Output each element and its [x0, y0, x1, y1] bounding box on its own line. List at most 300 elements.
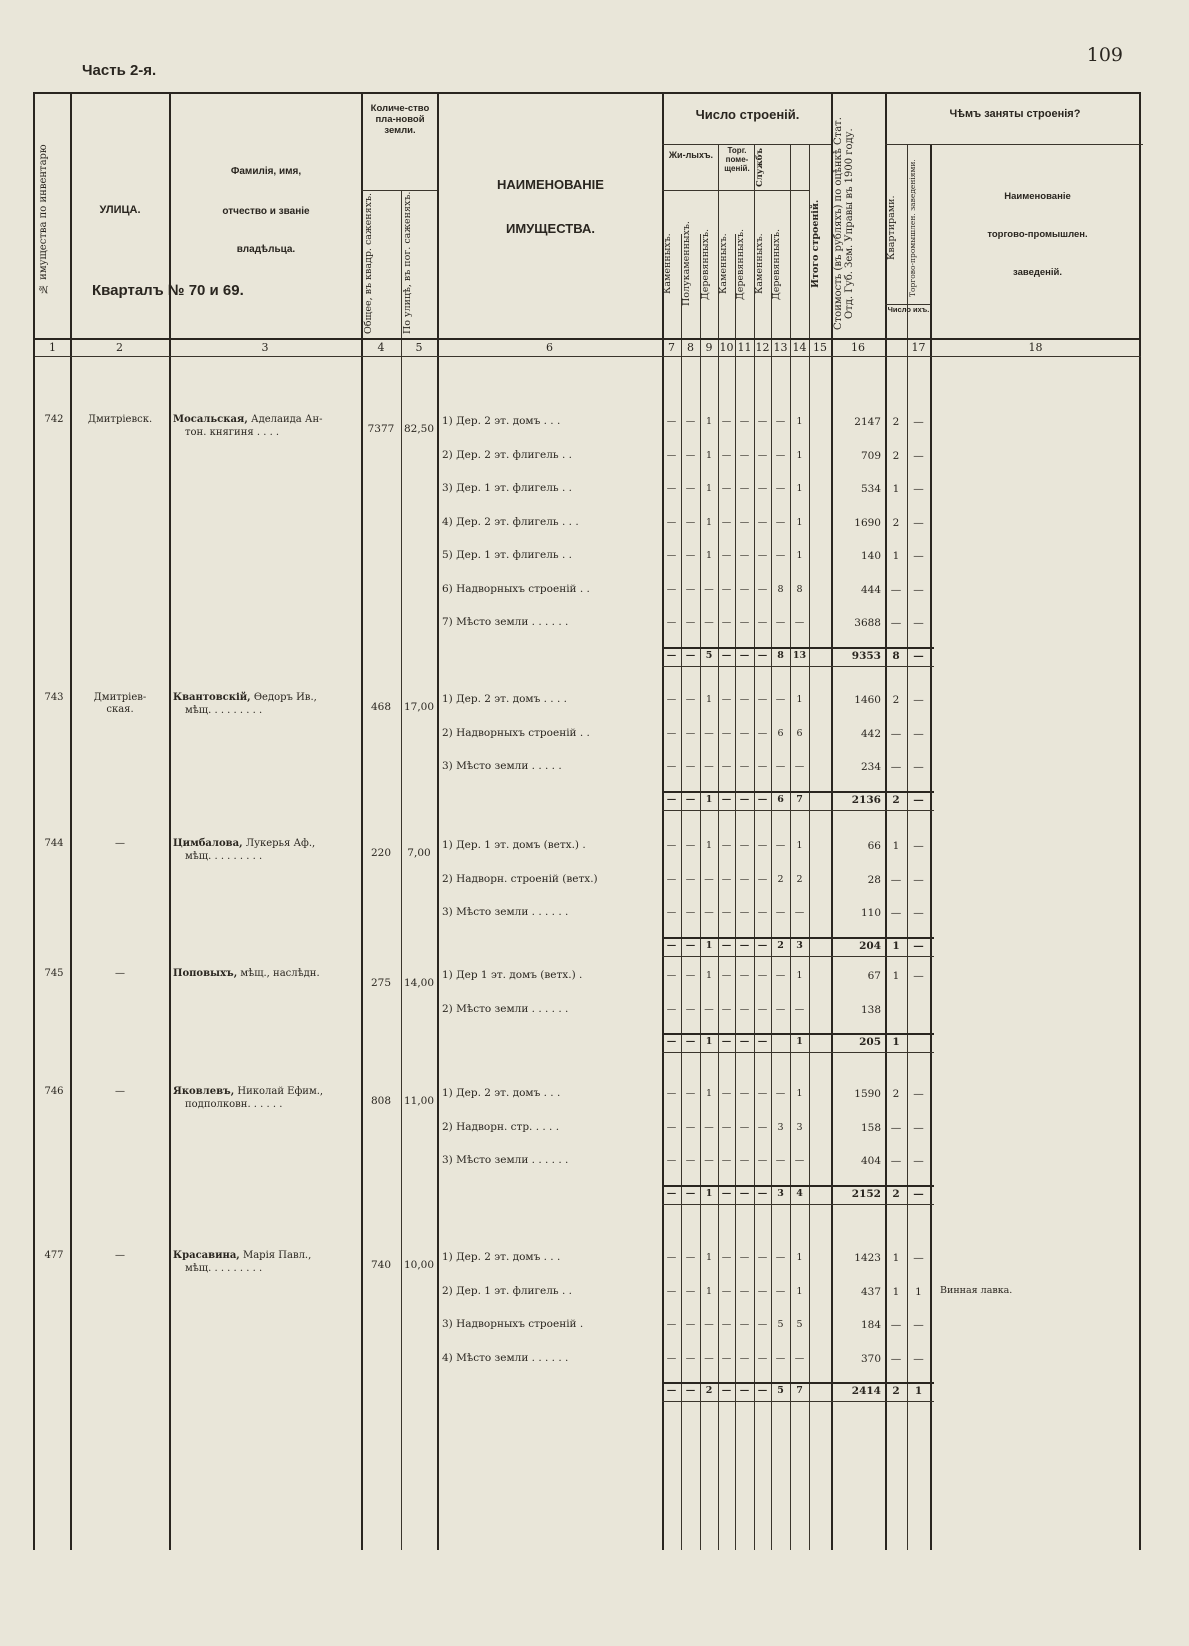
- building-count-cell: —: [685, 1319, 696, 1330]
- subtotal-count: 2: [777, 939, 784, 951]
- building-count-cell: —: [775, 761, 786, 772]
- header-valuation: Стоимость (въ рубляхъ) по оцѣнкѣ Стат. Отд. Губ. Зем. Управы въ 1900 году.: [833, 117, 855, 331]
- building-count-cell: —: [757, 1319, 768, 1330]
- header-owner-2: отчество и званіе: [222, 206, 310, 217]
- owner-name: [173, 838, 361, 849]
- owner-title: подполковн. . . . . .: [185, 1099, 283, 1110]
- building-count-cell: —: [739, 727, 750, 739]
- building-count-cell: —: [685, 1088, 696, 1099]
- owner-name: [173, 692, 361, 703]
- valuation-cell: 442: [860, 727, 881, 740]
- building-count-cell: —: [739, 1319, 750, 1330]
- valuation-cell: 110: [860, 907, 881, 919]
- apartments-cell: 1: [892, 1252, 900, 1264]
- owner-given: Лукерья Аф.,: [242, 838, 316, 849]
- property-item: 5) Дер. 1 эт. флигель . .: [442, 549, 572, 561]
- building-count-cell: —: [721, 761, 732, 772]
- header-c12: Каменныхъ.: [754, 233, 765, 295]
- building-count-cell: —: [739, 550, 750, 561]
- column-number: 13: [773, 341, 788, 354]
- subtotal-count: —: [739, 649, 750, 661]
- subtotal-apartments: 8: [892, 649, 900, 662]
- subtotal-count: 5: [705, 649, 713, 661]
- enterprises-cell: —: [913, 1121, 924, 1134]
- enterprises-cell: —: [913, 873, 924, 886]
- subtotal-apartments: 2: [892, 1385, 900, 1397]
- street-frontage: 17,00: [403, 701, 435, 713]
- building-count-cell: —: [721, 416, 732, 427]
- building-count-cell: —: [666, 483, 677, 494]
- building-count-cell: —: [721, 550, 732, 561]
- subtotal-enterprises: 1: [914, 1385, 923, 1397]
- valuation-cell: 140: [860, 550, 881, 562]
- header-owner-3: владѣльца.: [236, 244, 296, 255]
- property-item: 3) Мѣсто земли . . . . . .: [442, 1154, 569, 1166]
- building-count-cell: —: [775, 449, 786, 461]
- building-count-cell: —: [685, 840, 696, 851]
- enterprises-cell: —: [913, 1088, 924, 1100]
- property-item: 4) Мѣсто земли . . . . . .: [442, 1351, 569, 1364]
- building-count-cell: —: [775, 1088, 786, 1099]
- building-count-cell: —: [739, 1121, 750, 1133]
- valuation-cell: 1423: [854, 1252, 881, 1264]
- apartments-cell: 2: [892, 516, 900, 529]
- building-count-cell: —: [757, 840, 768, 851]
- building-count-cell: —: [666, 840, 677, 851]
- building-count-cell: 1: [705, 483, 713, 494]
- subtotal-count: —: [757, 649, 768, 661]
- inventory-number: 477: [44, 1250, 64, 1261]
- building-count-cell: —: [685, 727, 696, 739]
- header-divider: [662, 190, 809, 191]
- subtotal-count: —: [757, 793, 768, 805]
- property-item: 4) Дер. 2 эт. флигель . . .: [442, 515, 579, 528]
- building-count-cell: —: [794, 761, 805, 772]
- header-land-area: Количе-ство пла-новой земли.: [370, 103, 430, 136]
- subtotal-count: —: [721, 939, 732, 951]
- page-number: 109: [1086, 44, 1123, 66]
- header-enterprise-name-3: заведеній.: [1012, 267, 1063, 278]
- header-bottom-rule: [35, 338, 1141, 340]
- quarter-title: Кварталъ № 70 и 69.: [92, 282, 244, 299]
- inventory-number: 744: [44, 838, 64, 849]
- valuation-cell: 67: [867, 970, 881, 982]
- building-count-cell: —: [721, 907, 732, 918]
- building-count-cell: —: [757, 873, 768, 885]
- building-count-cell: —: [685, 907, 696, 918]
- building-count-cell: —: [666, 1088, 677, 1099]
- building-count-cell: —: [704, 761, 714, 772]
- building-count-cell: 8: [777, 583, 784, 595]
- subtotal-count: —: [685, 1385, 696, 1396]
- owner-title: тон. княгиня . . . .: [185, 427, 280, 438]
- building-count-cell: —: [757, 761, 768, 772]
- subtotal-count: —: [721, 793, 732, 805]
- subtotal-valuation: 2152: [851, 1187, 881, 1200]
- property-item: 2) Дер. 1 эт. флигель . .: [442, 1284, 572, 1297]
- building-count-cell: —: [721, 1319, 732, 1330]
- building-count-cell: —: [775, 907, 786, 918]
- apartments-cell: 1: [892, 970, 900, 982]
- header-enterprises: Торгово-промышлен. заведеніями.: [908, 159, 917, 297]
- building-count-cell: —: [685, 761, 696, 772]
- apartments-cell: —: [890, 727, 902, 740]
- column-number: 18: [1028, 341, 1043, 354]
- building-count-cell: —: [721, 1352, 732, 1364]
- land-area: 808: [370, 1095, 392, 1107]
- col-divider: [930, 144, 932, 1550]
- subtotal-enterprises: —: [913, 939, 924, 952]
- building-count-cell: —: [666, 1121, 677, 1133]
- owner-surname: Цимбалова,: [173, 838, 243, 849]
- building-count-cell: —: [739, 970, 750, 981]
- enterprises-cell: —: [913, 550, 924, 562]
- subtotal-apartments: 2: [892, 1187, 900, 1200]
- building-count-cell: —: [685, 873, 696, 885]
- subtotal-count: —: [666, 1187, 677, 1199]
- header-service: Службъ: [755, 148, 765, 188]
- enterprise-name: Винная лавка.: [940, 1284, 1013, 1296]
- building-count-cell: —: [757, 727, 768, 739]
- subtotal-count: —: [757, 1187, 768, 1199]
- building-count-cell: —: [721, 516, 732, 528]
- building-count-cell: —: [704, 727, 714, 739]
- subtotal-rule: [662, 666, 934, 667]
- building-count-cell: —: [757, 1252, 768, 1263]
- land-area: 275: [370, 977, 392, 989]
- apartments-cell: 2: [892, 416, 900, 428]
- building-count-cell: —: [721, 483, 732, 494]
- header-c11: Деревянныхъ.: [735, 228, 746, 300]
- subtotal-count: 1: [705, 1187, 713, 1199]
- property-item: 1) Дер. 2 эт. домъ . . .: [442, 1251, 561, 1263]
- column-number: 17: [911, 341, 926, 354]
- building-count-cell: —: [721, 1252, 732, 1263]
- building-count-cell: —: [721, 1003, 732, 1015]
- subtotal-count: —: [666, 1036, 677, 1047]
- building-count-cell: —: [775, 1285, 786, 1297]
- building-count-cell: —: [666, 617, 677, 628]
- building-count-cell: —: [721, 449, 732, 461]
- header-street-length: По улицѣ, въ пог. саженяхъ.: [402, 191, 413, 334]
- enterprises-cell: —: [913, 1352, 924, 1365]
- subtotal-count: —: [721, 1187, 732, 1199]
- property-item: 1) Дер 1 эт. домъ (ветх.) .: [442, 969, 583, 981]
- building-count-cell: 3: [777, 1121, 784, 1133]
- street-name: —: [115, 1250, 125, 1261]
- building-count-cell: —: [757, 1088, 768, 1099]
- street-name: —: [115, 1086, 125, 1097]
- street-frontage: 10,00: [403, 1259, 435, 1271]
- header-total-area: Общее, въ квадр. саженяхъ.: [363, 192, 374, 334]
- header-property-name-2: ИМУЩЕСТВА.: [506, 221, 595, 236]
- header-enterprise-name-2: торгово-промышлен.: [987, 229, 1088, 240]
- building-count-cell: —: [775, 1252, 786, 1263]
- owner-name: [173, 1086, 361, 1097]
- inventory-number: 742: [44, 414, 64, 425]
- header-trade: Торг. поме-щеній.: [724, 146, 750, 174]
- enterprises-cell: —: [913, 483, 924, 495]
- inventory-table: [33, 92, 1141, 1550]
- subtotal-rule: [662, 937, 934, 939]
- building-count-cell: —: [757, 583, 768, 595]
- building-count-cell: 1: [796, 449, 803, 461]
- building-count-cell: —: [704, 1003, 714, 1015]
- enterprises-cell: —: [913, 617, 924, 629]
- subtotal-count: —: [685, 1187, 696, 1199]
- header-divider: [885, 144, 1143, 145]
- subtotal-valuation: 2136: [851, 793, 881, 806]
- apartments-cell: —: [890, 907, 902, 919]
- apartments-cell: —: [890, 1155, 902, 1167]
- column-number: 8: [687, 341, 694, 354]
- building-count-cell: —: [757, 970, 768, 981]
- apartments-cell: 1: [892, 483, 900, 495]
- building-count-cell: —: [704, 873, 714, 885]
- enterprises-cell: —: [913, 449, 924, 462]
- owner-surname: Поповыхъ,: [173, 968, 238, 979]
- subtotal-count: —: [739, 1385, 750, 1396]
- building-count-cell: —: [704, 1155, 714, 1166]
- valuation-cell: 234: [860, 761, 881, 773]
- subtotal-count: 8: [777, 649, 784, 661]
- building-count-cell: —: [775, 694, 786, 705]
- building-count-cell: —: [685, 1121, 696, 1133]
- building-count-cell: 1: [705, 416, 713, 427]
- property-item: 2) Мѣсто земли . . . . . .: [442, 1002, 569, 1015]
- building-count-cell: —: [739, 416, 750, 427]
- building-count-cell: —: [666, 416, 677, 427]
- building-count-cell: —: [721, 1088, 732, 1099]
- subtotal-count: 13: [792, 649, 807, 661]
- subtotal-count: —: [685, 793, 696, 805]
- subtotal-count: —: [739, 939, 750, 951]
- building-count-cell: 2: [777, 873, 784, 885]
- building-count-cell: —: [666, 1285, 677, 1297]
- apartments-cell: —: [890, 1121, 902, 1134]
- header-divider: [662, 144, 831, 145]
- subtotal-rule: [662, 1204, 934, 1205]
- apartments-cell: —: [890, 583, 902, 596]
- subtotal-rule: [662, 1033, 934, 1035]
- building-count-cell: —: [757, 516, 768, 528]
- subtotal-count: 3: [777, 1187, 784, 1199]
- building-count-cell: 6: [796, 727, 803, 739]
- subtotal-rule: [662, 1185, 934, 1187]
- building-count-cell: —: [757, 1352, 768, 1364]
- building-count-cell: —: [704, 1352, 714, 1364]
- subtotal-count: —: [685, 939, 696, 951]
- building-count-cell: —: [757, 1003, 768, 1015]
- building-count-cell: —: [739, 694, 750, 705]
- building-count-cell: —: [666, 1352, 677, 1364]
- building-count-cell: 1: [705, 516, 713, 528]
- header-owner-1: Фамилія, имя,: [230, 166, 302, 177]
- building-count-cell: 6: [777, 727, 784, 739]
- column-number: 16: [851, 341, 865, 354]
- building-count-cell: 1: [796, 840, 803, 851]
- land-area: 220: [370, 847, 392, 859]
- header-enterprise-name-1: Наименованіе: [1004, 191, 1071, 202]
- apartments-cell: 1: [892, 840, 900, 852]
- valuation-cell: 437: [860, 1285, 881, 1298]
- owner-title: мѣщ. . . . . . . . .: [185, 1263, 263, 1274]
- subtotal-count: —: [666, 1385, 677, 1396]
- owner-given: Марія Павл.,: [239, 1250, 312, 1261]
- enterprises-cell: —: [913, 516, 924, 529]
- header-total-buildings: Итого строеній.: [810, 199, 821, 289]
- subtotal-count: —: [739, 1187, 750, 1199]
- header-c10: Каменныхъ.: [718, 233, 729, 295]
- column-number: 14: [792, 341, 807, 354]
- property-item: 2) Дер. 2 эт. флигель . .: [442, 448, 572, 461]
- building-count-cell: —: [739, 483, 750, 494]
- building-count-cell: —: [685, 617, 696, 628]
- building-count-cell: 1: [796, 550, 803, 561]
- building-count-cell: —: [775, 1155, 786, 1166]
- street-frontage: 7,00: [407, 847, 431, 859]
- subtotal-count: 1: [796, 1036, 803, 1047]
- valuation-cell: 66: [867, 840, 881, 852]
- valuation-cell: 534: [860, 483, 881, 495]
- building-count-cell: —: [666, 550, 677, 561]
- subtotal-rule: [662, 1401, 934, 1402]
- valuation-cell: 709: [860, 449, 881, 462]
- subtotal-enterprises: —: [913, 793, 924, 806]
- valuation-cell: 138: [860, 1003, 881, 1016]
- column-number: 11: [737, 341, 752, 354]
- col-divider: [437, 94, 439, 1550]
- col-divider: [809, 144, 810, 1550]
- building-count-cell: —: [775, 840, 786, 851]
- building-count-cell: 1: [796, 1285, 803, 1297]
- street-name: —: [115, 838, 125, 849]
- building-count-cell: —: [704, 907, 714, 918]
- apartments-cell: 1: [892, 1285, 900, 1298]
- property-item: 3) Дер. 1 эт. флигель . .: [442, 482, 572, 494]
- property-item: 3) Мѣсто земли . . . . . .: [442, 906, 569, 918]
- subtotal-count: 1: [705, 793, 713, 805]
- building-count-cell: —: [775, 516, 786, 528]
- subtotal-count: —: [666, 793, 677, 805]
- building-count-cell: —: [704, 617, 714, 628]
- header-inventory-no: № имущества по инвентарю: [38, 144, 49, 294]
- property-item: 1) Дер. 1 эт. домъ (ветх.) .: [442, 839, 586, 851]
- building-count-cell: —: [666, 694, 677, 705]
- subtotal-apartments: 2: [892, 793, 900, 806]
- column-number: 15: [813, 341, 827, 354]
- owner-name: [173, 414, 361, 425]
- owner-title: мѣщ. . . . . . . . .: [185, 705, 263, 716]
- apartments-cell: 1: [892, 550, 900, 562]
- building-count-cell: 1: [796, 694, 803, 705]
- building-count-cell: 8: [796, 583, 803, 595]
- subtotal-count: 4: [796, 1187, 803, 1199]
- subtotal-count: —: [757, 1036, 768, 1047]
- column-number: 12: [755, 341, 770, 354]
- building-count-cell: 1: [705, 550, 713, 561]
- building-count-cell: —: [721, 1121, 732, 1133]
- street-name: Дмитріев-: [93, 692, 147, 703]
- apartments-cell: 2: [892, 694, 900, 706]
- property-item: 2) Надворн. строеній (ветх.): [442, 872, 598, 885]
- building-count-cell: —: [775, 617, 786, 628]
- street-frontage: 11,00: [403, 1095, 435, 1107]
- building-count-cell: —: [666, 761, 677, 772]
- header-c13: Деревянныхъ.: [771, 228, 782, 300]
- building-count-cell: —: [739, 583, 750, 595]
- subtotal-count: —: [666, 939, 677, 951]
- enterprises-cell: —: [913, 1155, 924, 1167]
- owner-given: мѣщ., наслѣдн.: [237, 968, 320, 979]
- building-count-cell: 5: [777, 1319, 784, 1330]
- header-street: УЛИЦА.: [99, 204, 141, 216]
- valuation-cell: 1460: [854, 694, 881, 706]
- building-count-cell: —: [757, 1121, 768, 1133]
- owner-surname: Квантовскій,: [173, 692, 251, 703]
- header-count: Число ихъ.: [887, 305, 930, 314]
- building-count-cell: —: [757, 1285, 768, 1297]
- building-count-cell: —: [775, 550, 786, 561]
- building-count-cell: —: [739, 1155, 750, 1166]
- building-count-cell: —: [685, 1252, 696, 1263]
- building-count-cell: —: [739, 873, 750, 885]
- apartments-cell: —: [890, 761, 902, 773]
- building-count-cell: —: [704, 1319, 714, 1330]
- header-c9: Деревянныхъ.: [700, 228, 711, 300]
- building-count-cell: —: [685, 1155, 696, 1166]
- subtotal-count: —: [757, 1385, 768, 1396]
- subtotal-valuation: 205: [859, 1036, 881, 1048]
- building-count-cell: —: [666, 907, 677, 918]
- owner-name: [173, 1250, 361, 1261]
- building-count-cell: —: [685, 1003, 696, 1015]
- building-count-cell: 1: [796, 1088, 803, 1099]
- property-item: 2) Надворн. стр. . . . .: [442, 1120, 560, 1133]
- building-count-cell: —: [666, 449, 677, 461]
- building-count-cell: —: [685, 1352, 696, 1364]
- column-number: 1: [49, 341, 56, 354]
- building-count-cell: —: [757, 449, 768, 461]
- apartments-cell: —: [890, 1319, 902, 1331]
- building-count-cell: —: [721, 694, 732, 705]
- building-count-cell: —: [721, 617, 732, 628]
- building-count-cell: —: [685, 970, 696, 981]
- subtotal-enterprises: —: [913, 1187, 924, 1200]
- building-count-cell: —: [739, 1352, 750, 1364]
- subtotal-count: —: [721, 1036, 732, 1047]
- valuation-cell: 2147: [854, 416, 881, 428]
- building-count-cell: —: [739, 1285, 750, 1297]
- enterprises-cell: —: [913, 416, 924, 428]
- building-count-cell: —: [757, 550, 768, 561]
- property-item: 1) Дер. 2 эт. домъ . . .: [442, 1087, 561, 1099]
- building-count-cell: —: [739, 840, 750, 851]
- valuation-cell: 1690: [854, 516, 881, 529]
- building-count-cell: —: [739, 907, 750, 918]
- subtotal-count: 2: [705, 1385, 713, 1396]
- building-count-cell: —: [721, 727, 732, 739]
- owner-surname: Красавина,: [173, 1250, 240, 1261]
- building-count-cell: —: [757, 416, 768, 427]
- building-count-cell: 1: [705, 1285, 713, 1297]
- building-count-cell: —: [757, 483, 768, 494]
- enterprises-cell: —: [913, 727, 924, 740]
- header-apartments: Квартирами.: [886, 195, 897, 261]
- col-divider: [401, 190, 402, 1550]
- subtotal-count: —: [721, 649, 732, 661]
- subtotal-rule: [662, 647, 934, 649]
